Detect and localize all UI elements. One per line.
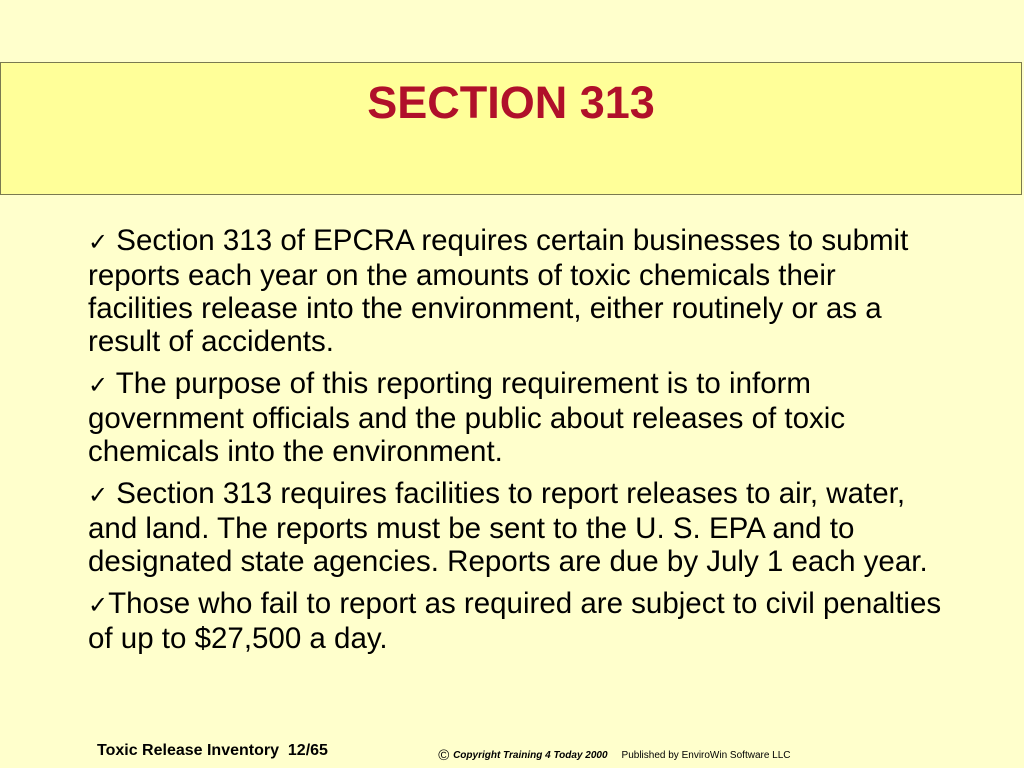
checkmark-icon: ✓ (88, 481, 109, 509)
bullet-item (88, 587, 948, 655)
title-box (0, 62, 1022, 195)
footer-copyright (438, 747, 791, 764)
slide-title: SECTION 313 (367, 77, 655, 128)
bullet-text: Section 313 requires facilities to report releases to air, water, and land. The reports must be sent to the U. S. EPA and to designated state agencies. Reports are due by July 1 each year. (88, 477, 928, 578)
bullet-item (88, 477, 948, 578)
checkmark-icon: ✓ (88, 591, 109, 619)
bullet-text: Section 313 of EPCRA requires certain businesses to submit reports each year on the amounts of toxic chemicals their facilities release into the environment, either routinely or as a result of accidents. (88, 224, 909, 358)
bullet-list (88, 224, 948, 664)
bullet-item (88, 367, 948, 468)
publisher-text: Published by EnviroWin Software LLC (621, 750, 791, 761)
bullet-text: Those who fail to report as required are subject to civil penalties of up to $27,500 a day. (88, 587, 942, 655)
checkmark-icon: ✓ (88, 228, 109, 256)
copyright-text: Copyright Training 4 Today 2000 (453, 750, 608, 761)
bullet-text: The purpose of this reporting requirement is to inform government officials and the public about releases of toxic chemicals into the environment. (88, 367, 846, 468)
copyright-symbol: © (438, 747, 450, 764)
bullet-item (88, 224, 948, 358)
footer-slide-info: Toxic Release Inventory 12/65 (97, 742, 328, 759)
checkmark-icon: ✓ (88, 371, 109, 399)
